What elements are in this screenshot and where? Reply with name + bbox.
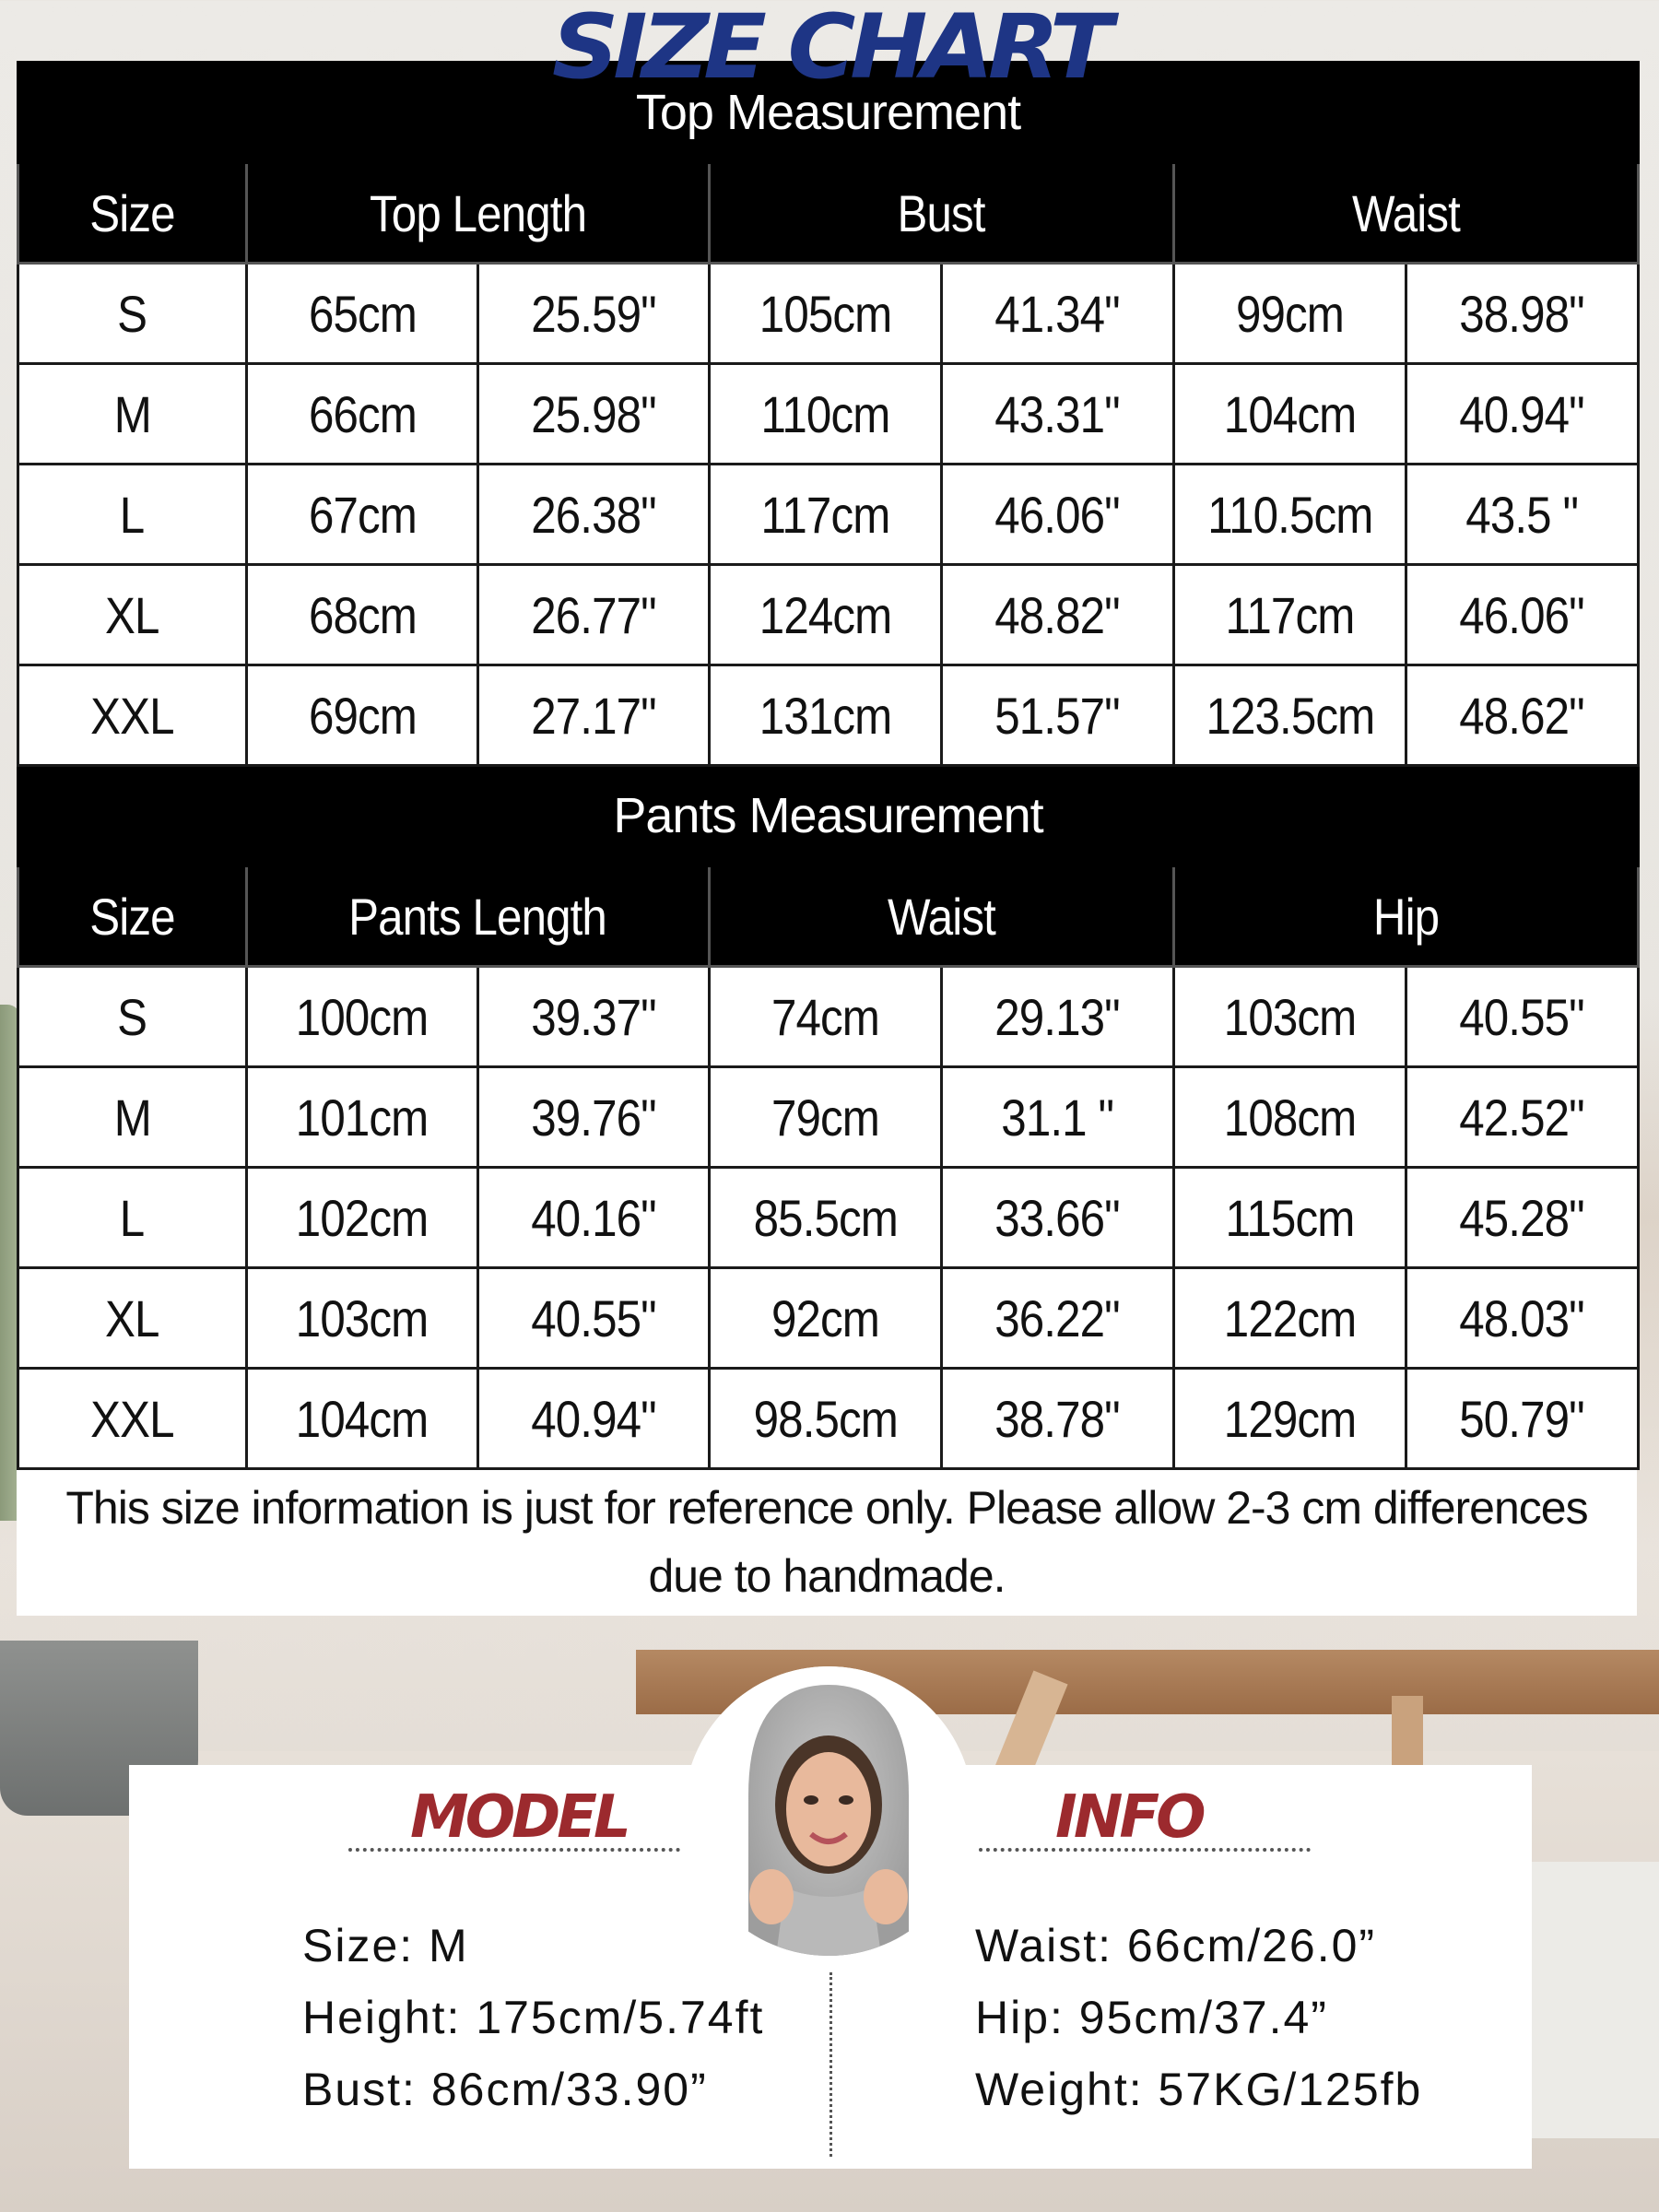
measurement-cell (942, 364, 1174, 465)
size-table-body (18, 63, 1639, 1469)
cell-value: 92cm (771, 1288, 879, 1347)
measurement-cell (1174, 565, 1406, 665)
cell-value: 48.82" (994, 585, 1121, 644)
cell-value: 29.13" (994, 987, 1121, 1046)
measurement-cell (478, 1268, 710, 1369)
measurement-cell (247, 364, 478, 465)
column-header (710, 866, 1174, 967)
model-info-left (302, 1910, 764, 2125)
size-cell (18, 565, 247, 665)
size-note-line: due to handmade. (648, 1550, 1006, 1602)
cell-value: 104cm (1223, 384, 1357, 443)
measurement-cell (478, 1168, 710, 1268)
measurement-cell (478, 1067, 710, 1168)
column-header (710, 163, 1174, 264)
cell-value: 27.17" (531, 686, 656, 745)
cell-value: 36.22" (994, 1288, 1121, 1347)
column-header (18, 163, 247, 264)
size-cell (18, 967, 247, 1067)
cell-value: 104cm (296, 1389, 429, 1448)
table-row (18, 1168, 1639, 1268)
cell-value: 48.03" (1459, 1288, 1585, 1347)
cell-value: 102cm (296, 1188, 429, 1247)
measurement-cell (1406, 264, 1639, 364)
cell-value: 40.94" (531, 1389, 656, 1448)
measurement-cell (710, 364, 942, 465)
table-row (18, 565, 1639, 665)
measurement-cell (942, 665, 1174, 766)
table-leg (1392, 1696, 1423, 1770)
measurement-cell (942, 465, 1174, 565)
cell-value: 43.31" (994, 384, 1121, 443)
page-title: SIZE CHART (551, 0, 1108, 99)
rug-background (1530, 1862, 1659, 2138)
measurement-cell (247, 264, 478, 364)
size-note (17, 1470, 1637, 1616)
cell-value: XL (105, 1288, 159, 1347)
size-note-line: This size information is just for reference only. Please allow 2-3 cm differences (65, 1482, 1588, 1534)
model-height: Height: 175cm/5.74ft (302, 1992, 765, 2043)
cell-value: 39.37" (531, 987, 656, 1046)
measurement-cell (710, 565, 942, 665)
cell-value: 123.5cm (1206, 686, 1374, 745)
size-table (17, 61, 1640, 1470)
cell-value: 68cm (308, 585, 417, 644)
measurement-cell (478, 1369, 710, 1469)
measurement-cell (1406, 1268, 1639, 1369)
measurement-cell (1174, 665, 1406, 766)
table-row (18, 264, 1639, 364)
measurement-cell (247, 967, 478, 1067)
column-header-row (18, 163, 1639, 264)
cell-value: 40.16" (531, 1188, 656, 1247)
measurement-cell (247, 465, 478, 565)
model-waist: Waist: 66cm/26.0” (975, 1920, 1377, 1971)
column-header-label: Bust (897, 183, 986, 242)
measurement-cell (1406, 1369, 1639, 1469)
cell-value: 122cm (1223, 1288, 1357, 1347)
model-weight: Weight: 57KG/125fb (975, 2064, 1423, 2115)
model-avatar (684, 1666, 973, 1956)
size-cell (18, 665, 247, 766)
cell-value: 26.77" (531, 585, 656, 644)
cell-value: 85.5cm (753, 1188, 898, 1247)
measurement-cell (478, 967, 710, 1067)
model-photo (684, 1666, 973, 1956)
section-header-row (18, 766, 1639, 866)
cell-value: 51.57" (994, 686, 1121, 745)
measurement-cell (478, 565, 710, 665)
cell-value: 115cm (1225, 1188, 1355, 1247)
table-row (18, 1067, 1639, 1168)
model-info-right (975, 1910, 1422, 2125)
section-title: Pants Measurement (18, 766, 1639, 866)
cell-value: L (120, 485, 145, 544)
column-header-label: Waist (888, 887, 995, 946)
measurement-cell (942, 1168, 1174, 1268)
table-row (18, 1369, 1639, 1469)
measurement-cell (710, 1268, 942, 1369)
cell-value: 69cm (308, 686, 417, 745)
cell-value: 124cm (759, 585, 892, 644)
measurement-cell (1406, 565, 1639, 665)
cell-value: 100cm (296, 987, 429, 1046)
measurement-cell (1406, 1168, 1639, 1268)
model-bust: Bust: 86cm/33.90” (302, 2064, 708, 2115)
vertical-dotted-divider (830, 1972, 832, 2157)
measurement-cell (710, 665, 942, 766)
cell-value: 110cm (760, 384, 890, 443)
measurement-cell (942, 264, 1174, 364)
cell-value: 74cm (771, 987, 879, 1046)
cell-value: 40.55" (1459, 987, 1585, 1046)
cell-value: 108cm (1223, 1088, 1357, 1147)
cell-value: 103cm (1223, 987, 1357, 1046)
cell-value: 117cm (760, 485, 890, 544)
column-header (18, 866, 247, 967)
cell-value: XXL (90, 1389, 174, 1448)
table-row (18, 1268, 1639, 1369)
cell-value: S (117, 284, 147, 343)
column-header-label: Hip (1372, 887, 1440, 946)
measurement-cell (942, 1067, 1174, 1168)
size-cell (18, 1268, 247, 1369)
measurement-cell (247, 1268, 478, 1369)
cell-value: 43.5 " (1465, 485, 1579, 544)
column-header-row (18, 866, 1639, 967)
column-header-label: Pants Length (348, 887, 607, 946)
cell-value: 40.55" (531, 1288, 656, 1347)
cell-value: 117cm (1225, 585, 1355, 644)
measurement-cell (710, 264, 942, 364)
cell-value: 41.34" (994, 284, 1121, 343)
column-header (1174, 866, 1639, 967)
table-row (18, 665, 1639, 766)
measurement-cell (478, 264, 710, 364)
measurement-cell (1406, 665, 1639, 766)
cell-value: 50.79" (1459, 1389, 1585, 1448)
size-cell (18, 364, 247, 465)
model-title: MODEL (410, 1783, 628, 1852)
measurement-cell (710, 967, 942, 1067)
size-cell (18, 1168, 247, 1268)
cell-value: 131cm (759, 686, 892, 745)
column-header (247, 866, 710, 967)
column-header (247, 163, 710, 264)
measurement-cell (710, 1369, 942, 1469)
cell-value: 45.28" (1459, 1188, 1585, 1247)
measurement-cell (942, 1268, 1174, 1369)
measurement-cell (247, 1067, 478, 1168)
size-chart (17, 61, 1637, 1616)
cell-value: XXL (90, 686, 174, 745)
measurement-cell (1174, 1067, 1406, 1168)
cell-value: 103cm (296, 1288, 429, 1347)
cell-value: 67cm (308, 485, 417, 544)
size-cell (18, 1067, 247, 1168)
measurement-cell (942, 1369, 1174, 1469)
cell-value: 25.98" (531, 384, 656, 443)
measurement-cell (710, 1067, 942, 1168)
model-size: Size: M (302, 1920, 469, 1971)
measurement-cell (247, 1168, 478, 1268)
cell-value: S (117, 987, 147, 1046)
size-cell (18, 264, 247, 364)
cell-value: M (113, 1088, 151, 1147)
cell-value: 101cm (296, 1088, 429, 1147)
measurement-cell (1174, 967, 1406, 1067)
measurement-cell (247, 565, 478, 665)
measurement-cell (1174, 465, 1406, 565)
size-cell (18, 465, 247, 565)
cell-value: 79cm (771, 1088, 879, 1147)
column-header-label: Size (89, 887, 175, 946)
table-row (18, 465, 1639, 565)
measurement-cell (247, 1369, 478, 1469)
dotted-divider (979, 1848, 1311, 1852)
column-header (1174, 163, 1639, 264)
info-title: INFO (1055, 1783, 1203, 1852)
measurement-cell (942, 565, 1174, 665)
cell-value: 99cm (1236, 284, 1344, 343)
measurement-cell (478, 364, 710, 465)
cell-value: 65cm (308, 284, 417, 343)
cell-value: 25.59" (531, 284, 656, 343)
cell-value: 46.06" (1459, 585, 1585, 644)
measurement-cell (1406, 364, 1639, 465)
measurement-cell (1406, 465, 1639, 565)
measurement-cell (247, 665, 478, 766)
cell-value: 110.5cm (1206, 485, 1373, 544)
cell-value: 39.76" (531, 1088, 656, 1147)
measurement-cell (1406, 967, 1639, 1067)
measurement-cell (710, 465, 942, 565)
cell-value: 40.94" (1459, 384, 1585, 443)
column-header-label: Top Length (369, 183, 587, 242)
column-header-label: Waist (1352, 183, 1460, 242)
measurement-cell (1174, 1369, 1406, 1469)
measurement-cell (1174, 1168, 1406, 1268)
cell-value: XL (105, 585, 159, 644)
measurement-cell (710, 1168, 942, 1268)
measurement-cell (478, 665, 710, 766)
cell-value: 129cm (1223, 1389, 1357, 1448)
table-row (18, 364, 1639, 465)
measurement-cell (1174, 264, 1406, 364)
cell-value: 46.06" (994, 485, 1121, 544)
cell-value: 42.52" (1459, 1088, 1585, 1147)
column-header-label: Size (89, 183, 175, 242)
cell-value: 38.98" (1459, 284, 1585, 343)
size-cell (18, 1369, 247, 1469)
measurement-cell (1174, 1268, 1406, 1369)
cell-value: M (113, 384, 151, 443)
cell-value: 105cm (759, 284, 892, 343)
cell-value: 38.78" (994, 1389, 1121, 1448)
cell-value: 33.66" (994, 1188, 1121, 1247)
measurement-cell (478, 465, 710, 565)
measurement-cell (1406, 1067, 1639, 1168)
cell-value: 66cm (308, 384, 417, 443)
cell-value: 98.5cm (753, 1389, 898, 1448)
measurement-cell (942, 967, 1174, 1067)
section-title: Top Measurement (18, 63, 1639, 163)
cell-value: 48.62" (1459, 686, 1585, 745)
measurement-cell (1174, 364, 1406, 465)
table-row (18, 967, 1639, 1067)
model-hip: Hip: 95cm/37.4” (975, 1992, 1328, 2043)
cell-value: 31.1 " (1001, 1088, 1114, 1147)
cell-value: L (120, 1188, 145, 1247)
dotted-divider (348, 1848, 680, 1852)
cell-value: 26.38" (531, 485, 656, 544)
